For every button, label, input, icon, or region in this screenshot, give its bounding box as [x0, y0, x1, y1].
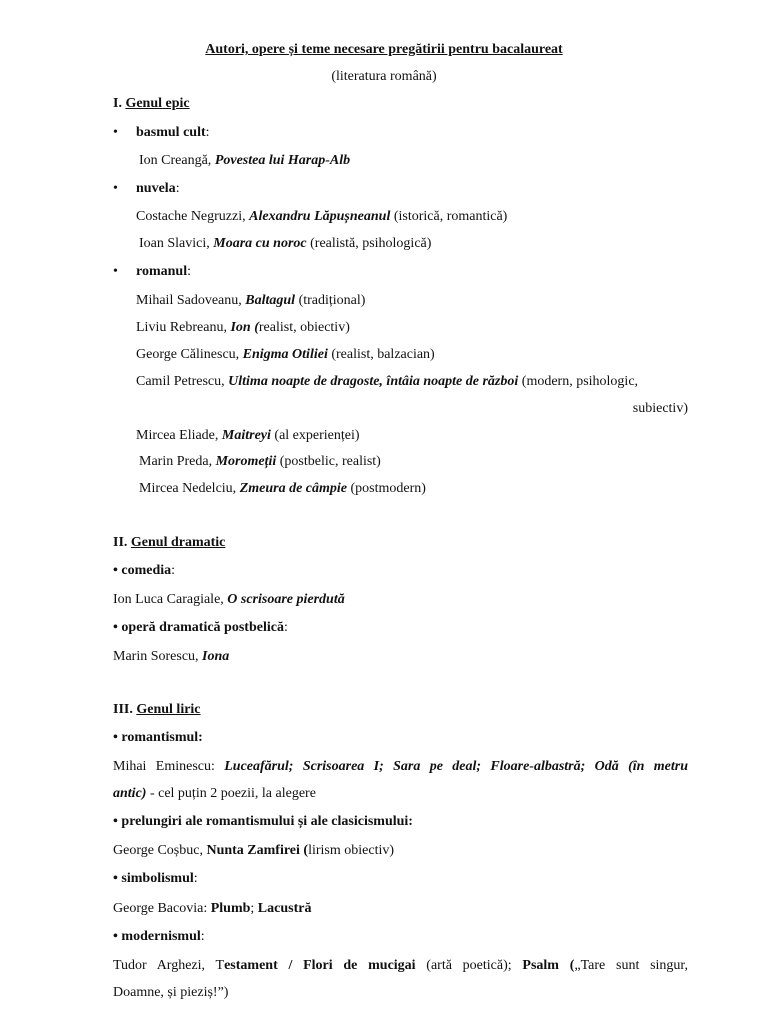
- entry-note-continued: subiectiv): [632, 401, 688, 416]
- entry-line: [136, 292, 365, 310]
- entry-work: Maitreyi: [221, 428, 271, 443]
- bullet-icon: •: [113, 620, 118, 635]
- entry-work: Scrisoarea I: [302, 759, 380, 774]
- author-name: Mihai Eminescu:: [113, 759, 225, 774]
- entry-work: Luceafărul: [224, 759, 289, 774]
- entry-work: Moara cu noroc: [213, 236, 307, 251]
- entry-line: [139, 235, 431, 253]
- entry-work: estament / Flori de mucigai: [224, 958, 416, 973]
- category-label: simbolismul: [121, 871, 194, 886]
- entry-line: [113, 984, 228, 1002]
- entry-line: [113, 785, 316, 803]
- category-simbolism: • simbolismul:: [113, 871, 198, 886]
- entry-note: (realist, balzacian): [327, 347, 435, 362]
- entry-work: Povestea lui Harap-Alb: [214, 153, 351, 168]
- entry-work: Enigma Otiliei: [242, 347, 328, 362]
- category-label: modernismul: [121, 929, 201, 944]
- bullet-icon: •: [113, 871, 118, 886]
- bullet-icon: •: [113, 563, 118, 578]
- entry-line-justified: [113, 957, 688, 975]
- entry-author: [113, 759, 224, 774]
- entry-line: [139, 152, 350, 170]
- entry-work: Ion (: [230, 320, 259, 335]
- section-number: II.: [113, 535, 128, 550]
- entry-line: [113, 900, 311, 918]
- entry-line: [136, 373, 638, 391]
- entry-work: Psalm (: [522, 958, 575, 973]
- category-label: prelungiri ale romantismului și ale clasicismului:: [121, 814, 413, 829]
- entry-work: Zmeura de câmpie: [239, 481, 347, 496]
- entry-author: George Călinescu,: [136, 347, 243, 362]
- entry-work: O scrisoare pierdută: [227, 592, 345, 607]
- entry-work: Odă (în metru: [594, 759, 689, 774]
- section-number: III.: [113, 702, 133, 717]
- category-nuvela: nuvela:: [136, 181, 180, 196]
- entry-work: Iona: [202, 649, 230, 664]
- document-subtitle: (literatura română): [331, 69, 437, 84]
- entry-author: George Bacovia:: [113, 901, 211, 916]
- section-number: I.: [113, 96, 122, 111]
- bullet-icon: •: [113, 730, 118, 745]
- entry-work: Lacustră: [257, 901, 312, 916]
- entry-author: Ion Creangă,: [139, 153, 215, 168]
- entry-author: Mircea Eliade,: [136, 428, 222, 443]
- entry-work: Alexandru Lăpușneanul: [249, 209, 391, 224]
- section-title: Genul dramatic: [130, 535, 226, 550]
- entry-author: Camil Petrescu,: [136, 374, 229, 389]
- entry-author: Ion Luca Caragiale,: [113, 592, 228, 607]
- section-title: Genul liric: [136, 702, 201, 717]
- entry-note: (postmodern): [347, 481, 426, 496]
- bullet-icon: •: [113, 929, 118, 944]
- category-comedia: • comedia:: [113, 563, 176, 578]
- separator: ;: [250, 901, 258, 916]
- entry-note: (modern, psihologic,: [518, 374, 639, 389]
- entry-note: (istorică, romantică): [390, 209, 508, 224]
- category-prelungiri: [113, 813, 413, 831]
- bullet-icon: •: [113, 181, 118, 196]
- section-title: Genul epic: [125, 96, 190, 111]
- section-heading-liric: [113, 701, 201, 719]
- category-label: operă dramatică postbelică: [121, 620, 284, 635]
- entry-work: antic): [113, 786, 147, 801]
- category-label: basmul cult: [136, 125, 206, 140]
- entry-line: [136, 427, 360, 445]
- entry-note: (al experienței): [270, 428, 360, 443]
- category-roman: romanul:: [136, 264, 191, 279]
- category-modernism: • modernismul:: [113, 929, 205, 944]
- entry-work: Moromeții: [215, 454, 277, 469]
- category-label: romanul: [136, 264, 188, 279]
- entry-author: Tudor Arghezi, T: [113, 958, 225, 973]
- entry-author: Liviu Rebreanu,: [136, 320, 231, 335]
- entry-work: Plumb: [210, 901, 251, 916]
- entry-work: Floare-albastră: [490, 759, 581, 774]
- entry-line-justified: Mihai Eminescu: Luceafărul; Scrisoarea I; Sara pe deal; Floare-albastră; Odă (în metru: [113, 759, 689, 774]
- category-basm: basmul cult:: [136, 125, 210, 140]
- entry-line: [139, 480, 426, 498]
- category-postbelic: • operă dramatică postbelică:: [113, 620, 288, 635]
- entry-note: lirism obiectiv): [308, 843, 395, 858]
- entry-note: (postbelic, realist): [276, 454, 381, 469]
- entry-note: (tradițional): [295, 293, 366, 308]
- entry-note: (artă poetică);: [415, 958, 523, 973]
- bullet-icon: •: [113, 814, 118, 829]
- bullet-icon: •: [113, 264, 118, 279]
- entry-author: Mircea Nedelciu,: [139, 481, 240, 496]
- entry-note: realist, obiectiv): [258, 320, 350, 335]
- bullet-icon: •: [113, 125, 118, 140]
- entry-line: [136, 346, 435, 364]
- section-heading-dramatic: [113, 534, 225, 552]
- quote: „Tare sunt singur,: [574, 958, 689, 973]
- entry-work: Nunta Zamfirei (: [206, 843, 309, 858]
- entry-work: Ultima noapte de dragoste, întâia noapte de război: [228, 374, 519, 389]
- entry-line: [136, 319, 350, 337]
- entry-author: Ioan Slavici,: [139, 236, 214, 251]
- section-heading-epic: [113, 95, 190, 113]
- document-title: Autori, opere și teme necesare pregătirii pentru bacalaureat: [205, 42, 563, 57]
- category-label: comedia: [121, 563, 172, 578]
- entry-author: Costache Negruzzi,: [136, 209, 250, 224]
- entry-work: Baltagul: [245, 293, 296, 308]
- entry-note: (realistă, psihologică): [306, 236, 432, 251]
- entry-author: Marin Preda,: [139, 454, 216, 469]
- entry-author: George Coșbuc,: [113, 843, 207, 858]
- category-label: nuvela: [136, 181, 176, 196]
- entry-note: - cel puțin 2 poezii, la alegere: [146, 786, 316, 801]
- category-label: romantismul:: [121, 730, 203, 745]
- quote-continued: Doamne, și pieziș!”): [113, 985, 229, 1000]
- entry-author: Marin Sorescu,: [113, 649, 203, 664]
- entry-line: [113, 591, 345, 609]
- entry-line: [113, 648, 229, 666]
- entry-work: Sara pe deal: [393, 759, 477, 774]
- entry-author: Mihail Sadoveanu,: [136, 293, 246, 308]
- entry-line: [113, 842, 394, 860]
- entry-line: [136, 208, 507, 226]
- entry-line: [139, 453, 381, 471]
- category-romantism: [113, 729, 203, 747]
